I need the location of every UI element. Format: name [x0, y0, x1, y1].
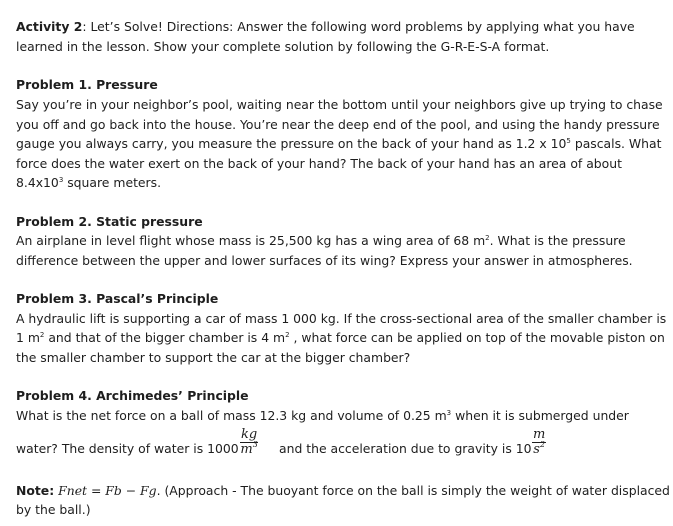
problem1-line-4: force does the water exert on the back of your hand? The back of your hand has an area of about: [16, 156, 622, 171]
gravity-unit-fraction: [532, 428, 546, 457]
problem3-line-2: [16, 329, 665, 347]
activity-intro-line-1: [16, 18, 635, 36]
problem1-title: Problem 1. Pressure: [16, 77, 158, 92]
problem4-title: Problem 4. Archimedes’ Principle: [16, 388, 249, 403]
problem2-title: Problem 2. Static pressure: [16, 214, 203, 229]
problem3-line-3: the smaller chamber to support the car at the bigger chamber?: [16, 350, 411, 365]
problem1-exponent-1: 5: [566, 137, 571, 145]
problem4-line-1b: when it is submerged under: [451, 408, 629, 423]
activity-title: Activity 2: [16, 19, 83, 34]
activity-intro-text: : Let’s Solve! Directions: Answer the following word problems by applying what you have: [82, 19, 635, 34]
gravity-unit-denominator: [533, 440, 546, 457]
problem3-line-2b: and that of the bigger chamber is 4 m: [44, 330, 286, 345]
problem2-line-1a: An airplane in level flight whose mass is 25,500 kg has a wing area of 68 m: [16, 233, 486, 248]
problem4-line-2b: and the acceleration due to gravity is 10: [279, 441, 532, 456]
density-unit-fraction: [240, 428, 258, 457]
problem1-line-5b: square meters.: [63, 175, 162, 190]
problem3-exponent-1: 2: [39, 331, 45, 339]
note-line-2: by the ball.): [16, 502, 91, 517]
problem4-line-1: [16, 407, 629, 425]
problem1-line-3a: gauge you always carry, you measure the pressure on the back of your hand as 1.2 x 10: [16, 136, 567, 151]
note-line-1: [16, 482, 670, 500]
problem1-line-5: [16, 174, 161, 192]
problem2-line-1b: . What is the pressure: [489, 233, 626, 248]
problem3-line-2a: 1 m: [16, 330, 40, 345]
note-label: Note:: [16, 483, 55, 498]
problem4-exponent: 3: [446, 409, 452, 417]
density-unit-den-base: m: [240, 442, 253, 457]
problem3-line-1: A hydraulic lift is supporting a car of mass 1 000 kg. If the cross-sectional area of the smaller chamber is: [16, 311, 667, 326]
problem1-line-2: you off and go back into the house. You’re near the deep end of the pool, and using the handy pressure: [16, 117, 660, 132]
problem1-exponent-2: 3: [58, 176, 64, 184]
problem2-exponent: 2: [485, 234, 490, 242]
note-formula: Fnet = Fb − Fg: [58, 483, 157, 498]
density-unit-den-exponent: 3: [252, 440, 258, 449]
problem4-line-2a: water? The density of water is 1000: [16, 441, 239, 456]
activity-intro-line-2: learned in the lesson. Show your complete solution by following the G-R-E-S-A format.: [16, 39, 550, 54]
problem3-exponent-2: 2: [285, 331, 290, 339]
problem3-title: Problem 3. Pascal’s Principle: [16, 291, 219, 306]
problem1-line-3: [16, 135, 661, 153]
problem2-line-1: [16, 232, 626, 250]
note-text: . (Approach - The buoyant force on the ball is simply the weight of water displaced: [156, 483, 670, 498]
problem1-line-3b: pascals. What: [570, 136, 662, 151]
gravity-unit-den-base: s: [533, 442, 540, 457]
gravity-unit-den-exponent: 2: [539, 440, 546, 449]
problem1-line-5a: 8.4x10: [16, 175, 59, 190]
problem4-line-1a: What is the net force on a ball of mass 12.3 kg and volume of 0.25 m: [16, 408, 447, 423]
problem2-line-2: difference between the upper and lower surfaces of its wing? Express your answer in atmospheres.: [16, 253, 633, 268]
density-unit-numerator: kg: [241, 427, 258, 442]
density-unit-denominator: [240, 440, 258, 457]
problem3-line-2c: , what force can be applied on top of the movable piston on: [289, 330, 665, 345]
problem1-line-1: Say you’re in your neighbor’s pool, waiting near the bottom until your neighbors give up trying to chase: [16, 97, 663, 112]
gravity-unit-numerator: m: [533, 427, 546, 442]
